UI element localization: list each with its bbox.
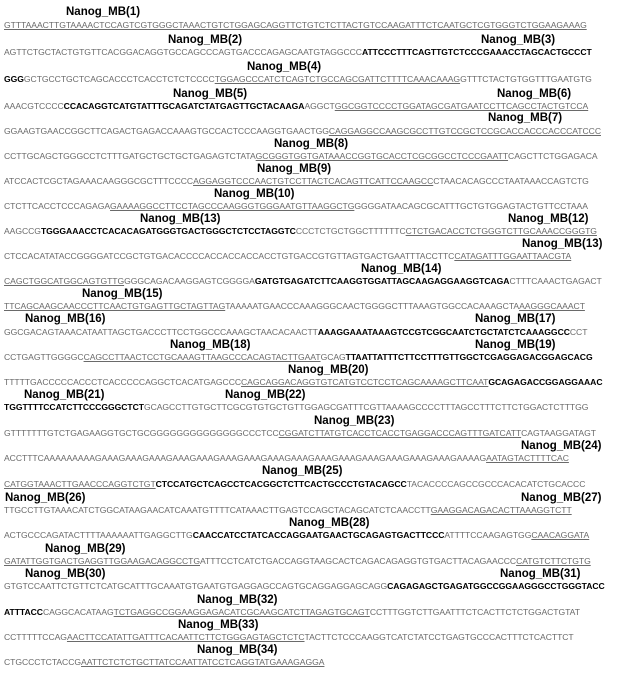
probe-label: Nanog_MB(5) [173,88,248,100]
sequence-line [4,352,613,362]
sequence-line [4,530,613,540]
sequence-segment: CAGCTTCTGGAGACA [508,151,598,161]
underlined-sequence: GAAAAGGCCTTCCTAGCCCAAGGGTGGGAATGTTAAGGCTG [110,201,355,211]
underlined-sequence: CATAGATTTGGAATTAACGTA [454,251,572,261]
probe-label: Nanog_MB(16) [25,313,106,325]
sequence-segment: CTCTTCACCTCCCAGAGA [4,201,111,211]
underlined-sequence: TCTGAGGCCGGAAGGAGACATCGCAAGCATCTTAGAGTGCAGT [113,607,370,617]
sequence-segment: CTCCACATATACCGGGGATCCGCTGTGACACCCCACCACCACCACCTGTGACCGTGTTAGTGACTGAATTTACCTTC [4,251,455,261]
underlined-sequence: CATGTCTTCTGTG [516,556,591,566]
sequence-line [4,101,613,111]
probe-label: Nanog_MB(4) [247,61,322,73]
sequence-segment: GTGTCCAATTCTGTTCTCATGCATTTGCAAATGTGAATGTGAGGAGCCAGTGCAGGAGGAGCAGG [4,581,388,591]
sequence-segment: CCTTTGGTCTTGAATTTCTCACTTCTCTGGACTGTAT [369,607,580,617]
sequence-segment: CTTTCAAACTGAGACT [509,276,602,286]
probe-label: Nanog_MB(2) [168,34,243,46]
sequence-segment: CCT [569,327,588,337]
probe-label: Nanog_MB(21) [24,389,105,401]
sequence-segment: TTGCCTTGTAAACATCTGGCATAAGAACATCAAATGTTTTCATAAACTTGAGTCCAGCTACAGCATCTCAACCTT [4,505,431,515]
sequence-segment: GTTTTTTTGTCTGAGAAGGTGCTGCGGGGGGGGGGGGGGCCCTCC [4,428,279,438]
sequence-line [4,276,613,286]
sequence-line [4,428,613,438]
probe-label: Nanog_MB(32) [197,594,278,606]
sequence-segment: CCCTCTGCTGGCTTTTTTC [295,226,406,236]
underlined-sequence: CAACAGGATA [531,530,590,540]
underlined-sequence: AATAGTACTTTTCAC [486,453,569,463]
sequence-segment: GGGCAGACAAGGAGTCGGGGA [124,276,255,286]
sequence-segment: ATTTTCCAAGAGTGG [444,530,532,540]
probe-sequence: ATTCCCTTTCAGTTGTCTCCCGAAACCTAGCACTGCCCT [361,47,592,57]
sequence-line [4,251,613,261]
sequence-segment: ACTGCCCAGATACTTTTAAAAAATTGAGGCTTG [4,530,193,540]
underlined-sequence: AGGAGGTCCCAACTGTCCTTACTCACAGTTCATTCCAAGCC [193,176,434,186]
underlined-sequence: TGGAGCCCATCTCAGTCTGCCAGCGATTCTTTTCAAACAAAG [214,74,461,84]
probe-label: Nanog_MB(13) [522,238,603,250]
probe-label: Nanog_MB(30) [25,568,106,580]
sequence-segment: CCTTTTTCCAG [4,632,67,642]
sequence-line [4,505,613,515]
underlined-sequence: AAGGGCAAACT [519,301,585,311]
sequence-segment: AAACGTCCCC [4,101,64,111]
sequence-segment: GCAGCCTTGTGCTTCGCGTGTGCTGTTGGAGCGATTTCGTTAAAA [143,402,409,412]
sequence-segment: GCAG [320,352,346,362]
sequence-segment: AGGCT [304,101,335,111]
probe-label: Nanog_MB(1) [66,6,141,18]
probe-sequence: GGG [4,74,24,84]
sequence-segment: AGTTCTGC [4,47,51,57]
underlined-sequence: CAGGAGGCCAAGCGCCTTGTCCGCTCCGCACCACCCACCCATCCC [328,126,601,136]
probe-label: Nanog_MB(28) [289,517,370,529]
sequence-segment: ACCTTTCAAAAAAAAAGAAAGAAAGAAAGAAAGAAAGAAAGAAAGAAAGAAAGAAAGAAAGAAAGAAAGAAAGAAAGAAAAG [4,453,487,463]
underlined-sequence: CAGCCTTAACTCCTGCAAAGTTAAGCCCACAGTACTTGAAT [83,352,321,362]
sequence-segment: GCCCCTTTAGCCTTTCTTCTGGACTCTTTGG [408,402,589,412]
sequence-segment: GTTTCTACTGTGGTTTGAATGTG [460,74,592,84]
probe-label: Nanog_MB(29) [45,543,126,555]
sequence-segment: CCTGAGTTGGGGC [4,352,84,362]
probe-sequence: CAACCATCCTATCACCAGGAATGAACTGCAGAGTGACTTCCC [192,530,445,540]
sequence-line [4,201,613,211]
sequence-line [4,453,613,463]
probe-label: Nanog_MB(23) [314,415,395,427]
sequence-segment: AAGCCG [4,226,41,236]
sequence-line [4,151,613,161]
probe-label: Nanog_MB(27) [521,492,602,504]
probe-label: Nanog_MB(13) [140,213,221,225]
underlined-sequence: GTTTAAACTTGTAAAACTCCAGTCGTGGGCTAAACTGTCTGGAGCAGGTTCTGTCTCTTACTGTCCAAGATTTCTCAATGCTCGTGGGTCTGGAAGAAAG [4,20,587,30]
underlined-sequence: CAGCTGGCATGGCAGTGTTG [4,276,125,286]
probe-label: Nanog_MB(34) [197,644,278,656]
sequence-segment: GCTGCCTGCTCAGCACCCTCACCTCTCTCCCC [23,74,215,84]
probe-label: Nanog_MB(33) [178,619,259,631]
probe-label: Nanog_MB(12) [508,213,589,225]
sequence-line [4,632,613,642]
probe-label: Nanog_MB(22) [225,389,306,401]
underlined-sequence: GATATTGGTGACTGAGGTTGGAAGACAGGCCTG [4,556,201,566]
probe-label: Nanog_MB(9) [257,163,332,175]
sequence-line [4,226,613,236]
probe-label: Nanog_MB(6) [497,88,572,100]
probe-label: Nanog_MB(7) [488,112,563,124]
sequence-line [4,402,613,412]
sequence-segment: TAAAAATGAACCCAAAGGGCAACTGGGGCTTTAAAGTGGCCACAAAGCTA [225,301,520,311]
probe-sequence: AAAGGAAATAAAGTCCGTCGGCAATCTGCTATCTCAAAGGCC [317,327,570,337]
underlined-sequence: AACTTCCATATTGATTTCACAATTCTTCTGGGAGTAGCTCTC [66,632,305,642]
probe-label: Nanog_MB(25) [262,465,343,477]
sequence-segment: TACTTCTCCCAAGGTCATCTATCCTGAGTGCCCACTTTCTCACTTCT [304,632,574,642]
probe-sequence: CCACAGGTCATGTATTTGCAGATCTATGAGTTGCTACAAGA [63,101,305,111]
underlined-sequence: CTCTGACACCTCTGGGTCTTGCAAACCGGGTG [405,226,597,236]
underlined-sequence: CATGGTAAACTTGAACCCAGGTCTGT [4,479,156,489]
underlined-sequence: CGGATCTTATGTCACCTCACCTGAGGACCCAGTTTGATCATT [278,428,522,438]
probe-label: Nanog_MB(3) [481,34,556,46]
sequence-line [4,581,613,591]
sequence-segment: GGCGACAGTAAACATAATTAGCTGACCCTTCCTGGCCCAAAGCTAACACAACTT [4,327,318,337]
sequence-segment: ATTTCCTCATCTGACCAGGTAAGCACTCAGACAGAGGTGTGACTTACAGAACCC [200,556,517,566]
sequence-segment: GGGGATAACAGCGCATTTGCTGTGGAGTACTGTTCCTAAA [354,201,588,211]
sequence-segment: TACACCCCAGCCGCCCACACATCTGCACCC [406,479,586,489]
sequence-line [4,20,613,30]
probe-sequence: GATGTGAGATCTTCAAGGTGGATTAGCAAGAGGAAGGTCAGA [254,276,510,286]
sequence-line [4,479,613,489]
probe-label: Nanog_MB(10) [214,188,295,200]
sequence-segment: CAGGCACATAAG [42,607,114,617]
underlined-sequence: GAAGGACAGACACTTAAAGGTCTT [430,505,572,515]
probe-label: Nanog_MB(20) [288,364,369,376]
probe-label: Nanog_MB(17) [475,313,556,325]
sequence-segment: CTAACACAGCCCTAATAAACCAGTCTG [433,176,589,186]
underlined-sequence: GGCGGTCCCCTGGATAGCGATGAATCCTTCAGCCTACTGTCCA [334,101,589,111]
probe-sequence: CAGAGAGCTGAGATGGCCGGAAGGGCCTGGGTACC [387,581,605,591]
underlined-sequence: AATTCTCTCTGCTTATCCAATTATCCTCAGGTATGAAAGAGGA [81,657,325,667]
sequence-segment: GGAAGTGAACCGGCTTCAGACTGAGACCAAAGTGCCACTCCCAAGGTGAACTGG [4,126,329,136]
sequence-segment: ATCCACTCGCTAGAAACAAGGGCGCTTTCCCC [4,176,194,186]
probe-sequence: GCAGAGACCGGAGGAAAC [488,377,603,387]
probe-sequence: CTCCATGCTCAGCCTCACGGCTCTTCACTGCCCTGTACAGCC [155,479,407,489]
probe-label: Nanog_MB(8) [274,138,349,150]
underlined-sequence: TTCAGCAAGCAACCCTTCAACTGTGAGTTGCTAGTTAG [4,301,226,311]
sequence-line [4,556,613,566]
sequence-line [4,657,613,667]
sequence-line [4,607,613,617]
probe-sequence: ATTTACC [4,607,43,617]
probe-label: Nanog_MB(18) [170,339,251,351]
sequence-line [4,176,613,186]
probe-label: Nanog_MB(14) [361,263,442,275]
sequence-segment: CCTTGCAGCTGGGCCTCTTTGATGCTGCTGCTGAGAGTCTATA [4,151,256,161]
underlined-sequence: CAGCAGGACAGGTGTCATGTCCTCCTCAGCAAAAGCTTCAAT [241,377,489,387]
sequence-segment: CAGTAAGGATAGT [521,428,596,438]
probe-label: Nanog_MB(26) [5,492,86,504]
probe-sequence: TGGGAAACCTCACACAGATGGGTGACTGGGCTCTCCTAGGTC [40,226,296,236]
probe-label: Nanog_MB(15) [82,288,163,300]
sequence-line [4,74,613,84]
sequence-segment: CTGCCCTCTACCG [4,657,82,667]
sequence-line [4,377,613,387]
probe-label: Nanog_MB(31) [500,568,581,580]
sequence-line [4,301,613,311]
sequence-line [4,47,613,57]
underlined-sequence: GCGGGTGGTGATAAACCGGTGCACCTCGCGGCCTCCCGAATT [255,151,509,161]
sequence-segment: TTTTTGACCCCCACCCTCACCCCCAGGCTCACATGAGCCC [4,377,242,387]
probe-sequence: TTAATTATTTCTTCCTTTGTTGGCTCGAGGAGACGGAGCACG [345,352,593,362]
sequence-line [4,126,613,136]
probe-label: Nanog_MB(19) [475,339,556,351]
probe-label: Nanog_MB(24) [521,440,602,452]
sequence-segment: TACTGTGTTCACGGACAGGTGCCAGCCCAGTGACCCAGAGCAATGTAGGCCC [50,47,362,57]
sequence-line [4,327,613,337]
probe-sequence: TGGTTTTCCATCTTCCCGGGCTCT [4,402,144,412]
